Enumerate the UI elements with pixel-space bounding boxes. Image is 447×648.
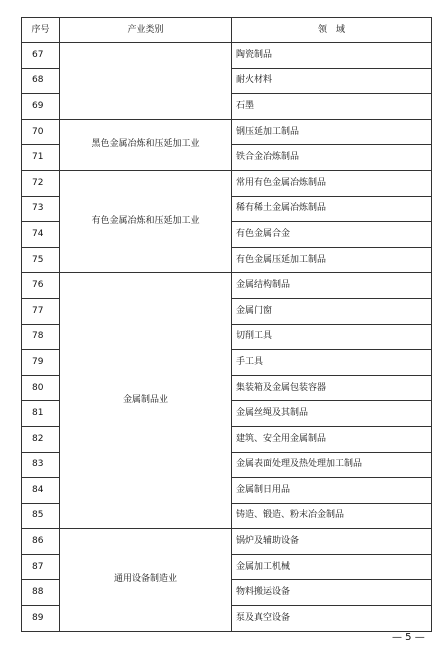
- row-domain: 耐火材料: [232, 68, 432, 94]
- header-domain: 领 域: [232, 18, 432, 43]
- row-number: 88: [22, 580, 60, 606]
- category-cell: [60, 43, 232, 120]
- row-number: 74: [22, 222, 60, 248]
- row-number: 80: [22, 375, 60, 401]
- table-row: [22, 170, 432, 196]
- table-row: [22, 43, 432, 69]
- row-domain: 钢压延加工制品: [232, 119, 432, 145]
- category-cell: 通用设备制造业: [60, 529, 232, 631]
- row-number: 85: [22, 503, 60, 529]
- row-domain: 金属门窗: [232, 298, 432, 324]
- row-domain: 铁合金冶炼制品: [232, 145, 432, 171]
- row-number: 76: [22, 273, 60, 299]
- table-header-row: [22, 18, 432, 43]
- row-number: 89: [22, 606, 60, 632]
- row-domain: 泵及真空设备: [232, 606, 432, 632]
- page-number: — 5 —: [392, 632, 425, 643]
- row-domain: 锅炉及辅助设备: [232, 529, 432, 555]
- row-number: 71: [22, 145, 60, 171]
- row-number: 67: [22, 43, 60, 69]
- category-cell: 金属制品业: [60, 273, 232, 529]
- row-domain: 陶瓷制品: [232, 43, 432, 69]
- row-number: 72: [22, 170, 60, 196]
- row-number: 75: [22, 247, 60, 273]
- row-number: 81: [22, 401, 60, 427]
- row-domain: 物料搬运设备: [232, 580, 432, 606]
- row-number: 78: [22, 324, 60, 350]
- row-number: 77: [22, 298, 60, 324]
- row-number: 69: [22, 94, 60, 120]
- row-domain: 石墨: [232, 94, 432, 120]
- row-domain: 稀有稀土金属冶炼制品: [232, 196, 432, 222]
- row-domain: 金属加工机械: [232, 554, 432, 580]
- row-domain: 有色金属合金: [232, 222, 432, 248]
- row-domain: 金属制日用品: [232, 478, 432, 504]
- row-domain: 有色金属压延加工制品: [232, 247, 432, 273]
- row-number: 70: [22, 119, 60, 145]
- row-domain: 金属表面处理及热处理加工制品: [232, 452, 432, 478]
- row-number: 84: [22, 478, 60, 504]
- row-domain: 常用有色金属冶炼制品: [232, 170, 432, 196]
- table-row: [22, 119, 432, 145]
- header-category: 产业类别: [60, 18, 232, 43]
- table-row: [22, 273, 432, 299]
- category-cell: 黑色金属冶炼和压延加工业: [60, 119, 232, 170]
- row-domain: 铸造、锻造、粉末冶金制品: [232, 503, 432, 529]
- header-serial: 序号: [22, 18, 60, 43]
- row-number: 82: [22, 426, 60, 452]
- row-number: 79: [22, 350, 60, 376]
- row-domain: 集装箱及金属包装容器: [232, 375, 432, 401]
- row-number: 83: [22, 452, 60, 478]
- row-domain: 手工具: [232, 350, 432, 376]
- row-domain: 金属结构制品: [232, 273, 432, 299]
- row-domain: 建筑、安全用金属制品: [232, 426, 432, 452]
- industry-table: [21, 17, 432, 632]
- category-cell: 有色金属冶炼和压延加工业: [60, 170, 232, 272]
- table-row: [22, 529, 432, 555]
- row-domain: 切削工具: [232, 324, 432, 350]
- row-number: 73: [22, 196, 60, 222]
- row-number: 86: [22, 529, 60, 555]
- row-number: 68: [22, 68, 60, 94]
- row-number: 87: [22, 554, 60, 580]
- row-domain: 金属丝绳及其制品: [232, 401, 432, 427]
